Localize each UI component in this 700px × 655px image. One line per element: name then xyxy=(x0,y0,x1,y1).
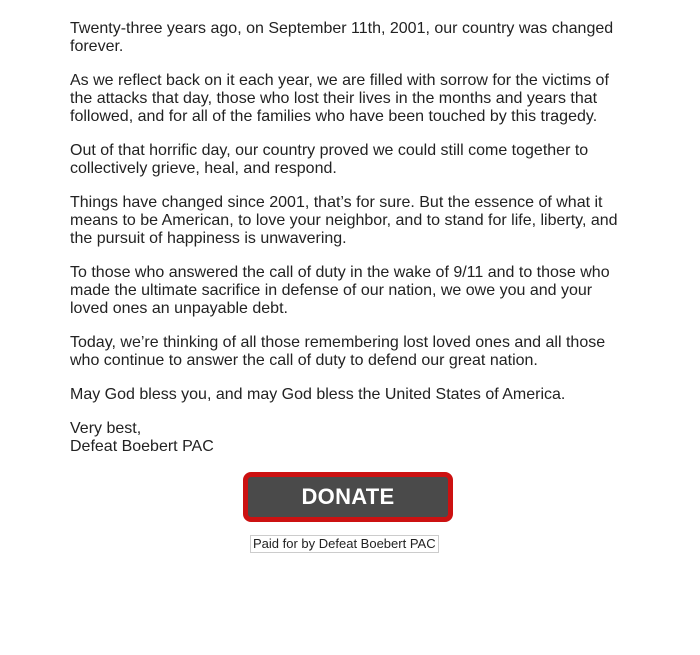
paragraph-reflect: As we reflect back on it each year, we are filled with sorrow for the victims of the attacks that day, those who lost their lives in the months and years that followed, and for all of the families who have been touched by this tragedy. xyxy=(70,72,609,125)
paragraph-call-of-duty: To those who answered the call of duty in the wake of 9/11 and to those who made the ultimate sacrifice in defense of our nation, we owe you and your loved ones an unpayable debt. xyxy=(70,264,610,317)
paragraph-intro: Twenty-three years ago, on September 11th, 2001, our country was changed forever. xyxy=(70,20,614,55)
donate-button[interactable] xyxy=(243,472,453,522)
paragraph-things-changed: Things have changed since 2001, that’s for sure. But the essence of what it means to be American, to love your neighbor, and to stand for life, liberty, and the pursuit of happiness is unwavering. xyxy=(70,194,618,247)
signature: Defeat Boebert PAC xyxy=(70,438,214,455)
closing-line: Very best, xyxy=(70,420,142,437)
paragraph-horrific-day: Out of that horrific day, our country proved we could still come together to collectively grieve, heal, and respond. xyxy=(70,142,589,177)
signoff-block xyxy=(70,420,630,456)
paragraph-today: Today, we’re thinking of all those remembering lost loved ones and all those who continue to answer the call of duty to defend our great nation. xyxy=(70,334,606,369)
email-body xyxy=(70,20,630,456)
donate-button-label: DONATE xyxy=(301,484,395,509)
paragraph-blessing: May God bless you, and may God bless the United States of America. xyxy=(70,386,566,403)
paid-for-disclaimer: Paid for by Defeat Boebert PAC xyxy=(250,535,439,553)
